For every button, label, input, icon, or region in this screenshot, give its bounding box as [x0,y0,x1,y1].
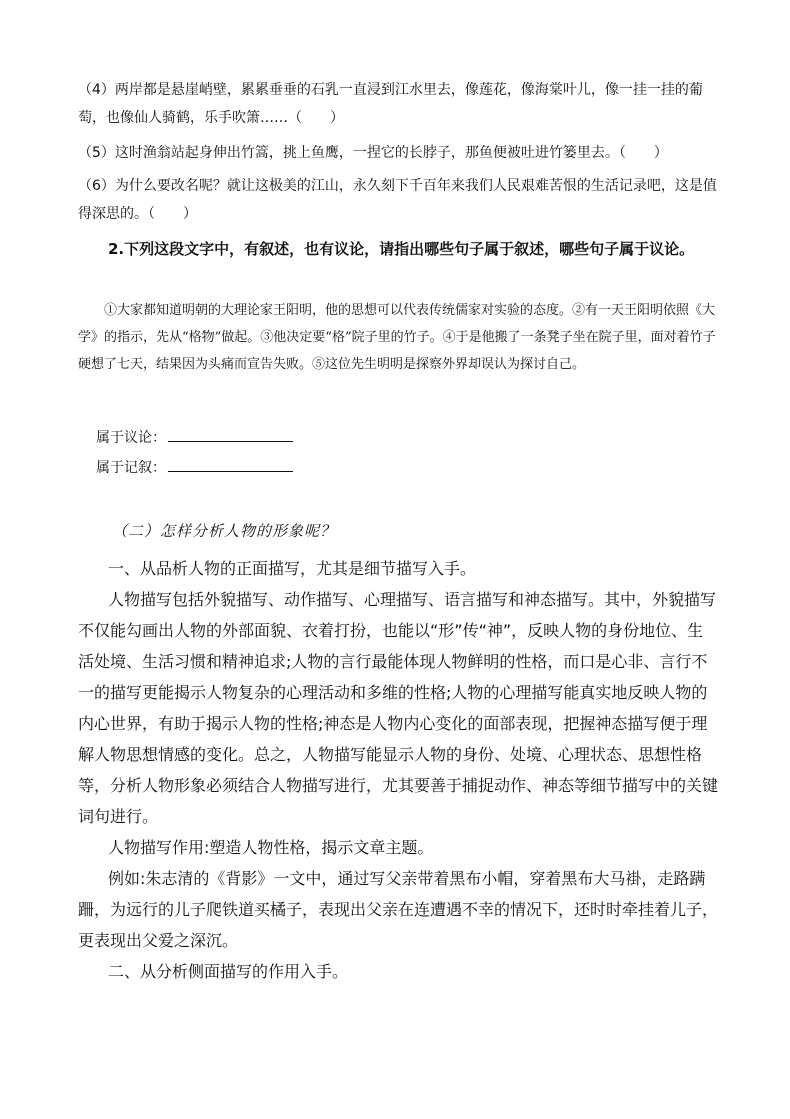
description-effect: 人物描写作用:塑造人物性格，揭示文章主题。 [108,838,434,857]
point-1-heading: 一、从品析人物的正面描写，尤其是细节描写入手。 [108,559,477,578]
question-item-4: （4）两岸都是悬崖峭壁，累累垂垂的石乳一直浸到江水里去，像莲花，像海棠叶儿，像一挂一挂的葡萄，也像仙人骑鹤，乐手吹箫……（ ） [78,82,703,126]
answer-argument-blank[interactable] [168,427,293,442]
answer-argument-row [96,427,496,447]
question-item-5: （5）这时渔翁站起身伸出竹篙，挑上鱼鹰，一捏它的长脖子，那鱼便被吐进竹篓里去。（ ） [78,145,668,161]
section-heading: （二）怎样分析人物的形象呢？ [112,522,337,540]
question-2-prompt: 2.下列这段文字中，有叙述，也有议论，请指出哪些句子属于叙述，哪些句子属于议论。 [108,240,695,258]
answer-narration-row [96,457,496,477]
paragraph-character-description: 人物描写包括外貌描写、动作描写、心理描写、语言描写和神态描写。其中，外貌描写不仅能勾画出人物的外部面貌、衣着打扮，也能以“形”传“神”，反映人物的身份地位、生活处境、生活习惯和精神追求;人物的言行最能体现人物鲜明的性格，而口是心非、言行不一的描写更能揭示人物复杂的心理活动和多维的性格;人物的心理描写能真实地反映人物的内心世界，有助于揭示人物的性格;神态是人物内心变化的面部表现，把握神态描写便于理解人物思想情感的变化。总之，人物描写能显示人物的身份、处境、心理状态、思想性格等，分析人物形象必须结合人物描写进行，尤其要善于捕捉动作、神态等细节描写中的关键词句进行。 [78,590,719,826]
question-2-passage: ①大家都知道明朝的大理论家王阳明，他的思想可以代表传统儒家对实验的态度。②有一天王阳明依照《大学》的指示，先从“格物”做起。③他决定要“格”院子里的竹子。④于是他搬了一条凳子坐在院子里，面对着竹子硬想了七天，结果因为头痛而宣告失败。⑤这位先生明明是探察外界却误认为探讨自己。 [78,303,716,372]
answer-argument-label: 属于议论： [96,430,166,446]
question-item-6: （6）为什么要改名呢？就让这极美的江山，永久刻下千百年来我们人民艰难苦恨的生活记录吧，这是值得深思的。（ ） [78,178,717,222]
answer-narration-blank[interactable] [168,457,293,472]
example-paragraph: 例如:朱志清的《背影》一文中，通过写父亲带着黑布小帽，穿着黑布大马褂，走路蹒跚，为远行的儿子爬铁道买橘子，表现出父亲在连遭遇不幸的情况下，还时时牵挂着儿子，更表现出父爱之深沉。 [78,869,719,950]
point-2-heading: 二、从分析侧面描写的作用入手。 [108,962,349,981]
answer-narration-label: 属于记叙： [96,460,166,476]
